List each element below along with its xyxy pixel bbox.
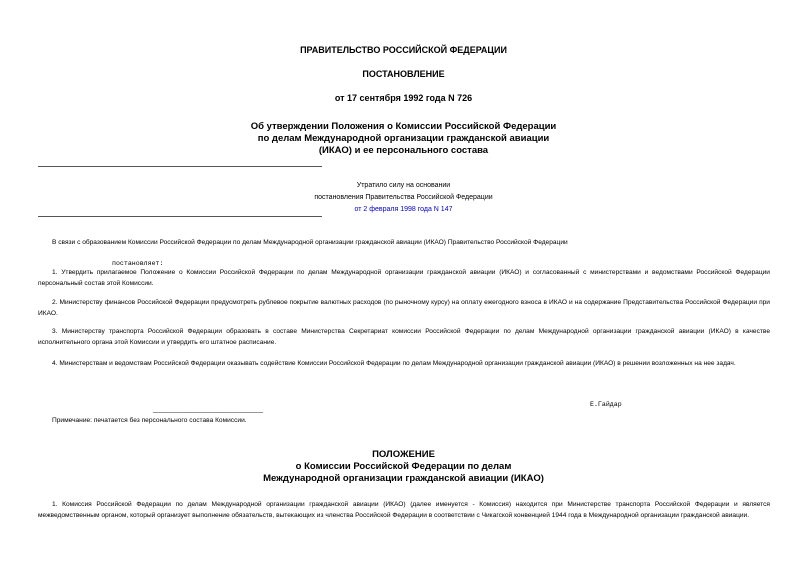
- regulation-paragraph-1: 1. Комиссия Российской Федерации по делам Международной организации гражданской авиации (ИКАО) (далее именуется - Комиссия) находится при Министерстве транспорта Российской Федерации и является межведомственным органом, который организует выполнение обязательств, вытекающих из членства Российской Федерации в соответствии с Чикагской конвенцией 1944 года в Международной организации гражданской авиации.: [38, 501, 770, 519]
- decree-paragraph-2: 2. Министерству финансов Российской Федерации предусмотреть рублевое покрытие валютных расходов (по рыночному курсу) на оплату ежегодного взноса в ИКАО и на содержание Представительства Российской Федерации при ИКАО.: [38, 299, 770, 317]
- title-line: Об утверждении Положения о Комиссии Российской Федерации: [250, 121, 557, 132]
- status-block: [0, 180, 807, 216]
- regulation-heading: ПОЛОЖЕНИЕ: [372, 449, 435, 460]
- decree-paragraph-3: 3. Министерству транспорта Российской Федерации образовать в составе Министерства Секретариат комиссии Российской Федерации по делам Международной организации гражданской авиации (ИКАО) в качестве исполнительного органа этой Комиссии и утвердить его штатное расписание.: [38, 328, 770, 346]
- regulation-subtitle-line: Международной организации гражданской авиации (ИКАО): [263, 473, 544, 484]
- government-heading: ПРАВИТЕЛЬСТВО РОССИЙСКОЙ ФЕДЕРАЦИИ: [300, 45, 507, 55]
- note: Примечание: печатается без персонального состава Комиссии.: [52, 417, 247, 424]
- intro-paragraph: В связи с образованием Комиссии Российской Федерации по делам Международной организации гражданской авиации (ИКАО) Правительство Российской Федерации: [52, 239, 568, 246]
- doc-type-heading: ПОСТАНОВЛЕНИЕ: [362, 69, 445, 79]
- divider-top: [38, 166, 322, 167]
- signature: Е.Гайдар: [590, 401, 622, 408]
- regulation-title: [0, 449, 807, 485]
- decree-paragraph-1: 1. Утвердить прилагаемое Положение о Комиссии Российской Федерации по делам Международной организации гражданской авиации (ИКАО) и согласованный с министерствами и ведомствами Российской Федерации персональный состав этой Комиссии.: [38, 269, 770, 287]
- status-line: Утратило силу на основании: [356, 182, 451, 189]
- title-line: по делам Международной организации гражданской авиации: [257, 133, 550, 144]
- document-title: [0, 121, 807, 157]
- decree-word: постановляет:: [112, 260, 164, 267]
- title-line: (ИКАО) и ее персонального состава: [318, 145, 489, 156]
- regulation-subtitle-line: о Комиссии Российской Федерации по делам: [295, 461, 512, 472]
- signature-line: ______________________________: [153, 406, 264, 413]
- status-line: постановления Правительства Российской Федерации: [314, 194, 493, 201]
- decree-paragraph-4: 4. Министерствам и ведомствам Российской Федерации оказывать содействие Комиссии Российской Федерации по делам Международной организации гражданской авиации (ИКАО) в решении возложенных на нее задач.: [52, 360, 736, 367]
- repeal-decree-link[interactable]: от 2 февраля 1998 года N 147: [354, 206, 453, 213]
- divider-bottom: [38, 216, 322, 217]
- date-number: от 17 сентября 1992 года N 726: [334, 93, 473, 103]
